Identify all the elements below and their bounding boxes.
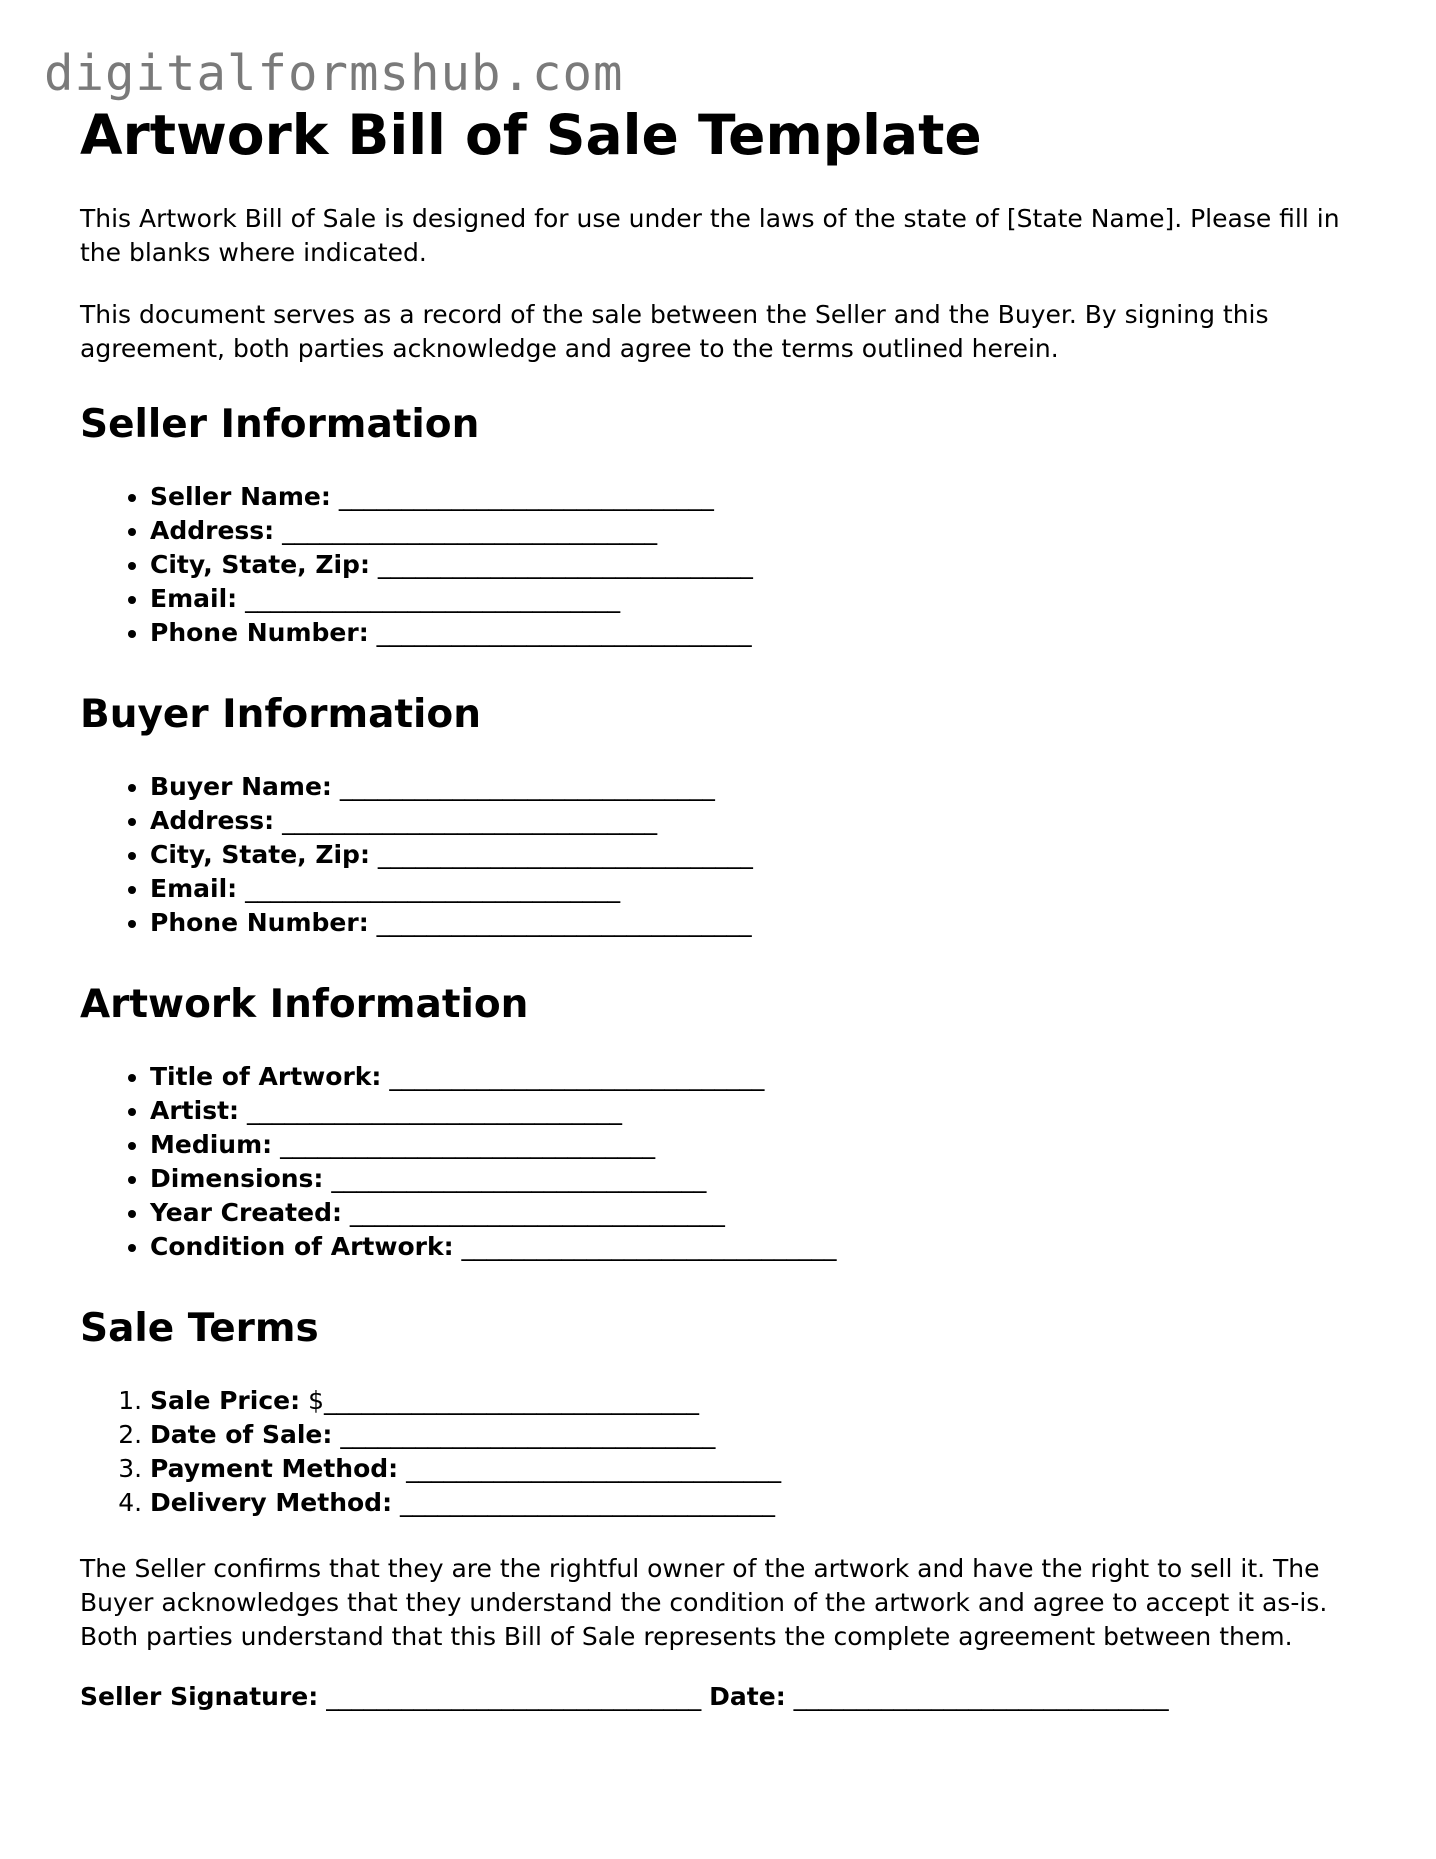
seller-phone-blank[interactable]: ______________________________ xyxy=(376,618,752,647)
buyer-phone-field[interactable] xyxy=(150,906,1360,940)
buyer-section-heading: Buyer Information xyxy=(80,692,481,737)
buyer-field-list xyxy=(80,770,1360,940)
medium-blank[interactable]: ______________________________ xyxy=(280,1130,656,1159)
buyer-email-blank[interactable]: ______________________________ xyxy=(245,874,621,903)
buyer-name-blank[interactable]: ______________________________ xyxy=(339,772,715,801)
seller-city-state-zip-blank[interactable]: ______________________________ xyxy=(377,550,753,579)
medium-label: Medium: xyxy=(150,1130,273,1159)
seller-signature-blank[interactable]: ______________________________ xyxy=(326,1682,702,1711)
artwork-section-heading: Artwork Information xyxy=(80,982,529,1027)
page-title: Artwork Bill of Sale Template xyxy=(80,103,982,167)
seller-name-field[interactable] xyxy=(150,480,1360,514)
dimensions-blank[interactable]: ______________________________ xyxy=(331,1164,707,1193)
sale-price-blank[interactable]: $______________________________ xyxy=(308,1386,699,1415)
seller-section-heading: Seller Information xyxy=(80,402,480,447)
seller-email-label: Email: xyxy=(150,584,238,613)
year-created-label: Year Created: xyxy=(150,1198,342,1227)
document-page xyxy=(80,100,1360,1714)
buyer-name-field[interactable] xyxy=(150,770,1360,804)
seller-city-state-zip-field[interactable] xyxy=(150,548,1360,582)
artist-label: Artist: xyxy=(150,1096,240,1125)
condition-label: Condition of Artwork: xyxy=(150,1232,454,1261)
delivery-method-blank[interactable]: ______________________________ xyxy=(400,1488,776,1517)
buyer-city-state-zip-blank[interactable]: ______________________________ xyxy=(377,840,753,869)
intro-paragraph-2: This document serves as a record of the sale between the Seller and the Buyer. By signing this agreement, both parties acknowledge and agree to the terms outlined herein. xyxy=(80,300,1269,363)
buyer-email-field[interactable] xyxy=(150,872,1360,906)
sale-terms-heading: Sale Terms xyxy=(80,1306,319,1351)
buyer-city-state-zip-field[interactable] xyxy=(150,838,1360,872)
dimensions-field[interactable] xyxy=(150,1162,1360,1196)
date-of-sale-field[interactable] xyxy=(150,1418,1360,1452)
dimensions-label: Dimensions: xyxy=(150,1164,324,1193)
seller-phone-label: Phone Number: xyxy=(150,618,369,647)
seller-field-list xyxy=(80,480,1360,650)
signature-date-label: Date: xyxy=(709,1682,786,1711)
artist-field[interactable] xyxy=(150,1094,1360,1128)
delivery-method-field[interactable] xyxy=(150,1486,1360,1520)
seller-email-blank[interactable]: ______________________________ xyxy=(245,584,621,613)
medium-field[interactable] xyxy=(150,1128,1360,1162)
sale-terms-list xyxy=(80,1384,1360,1520)
date-of-sale-label: Date of Sale: xyxy=(150,1420,333,1449)
signature-row xyxy=(80,1680,1360,1714)
intro-paragraph-1: This Artwork Bill of Sale is designed for use under the laws of the state of [State Name]. Please fill in the blanks where indicated. xyxy=(80,204,1340,267)
seller-email-field[interactable] xyxy=(150,582,1360,616)
delivery-method-label: Delivery Method: xyxy=(150,1488,393,1517)
watermark: digitalformshub.com xyxy=(44,45,624,102)
seller-address-blank[interactable]: ______________________________ xyxy=(282,516,658,545)
date-of-sale-blank[interactable]: ______________________________ xyxy=(340,1420,716,1449)
seller-signature-label: Seller Signature: xyxy=(80,1682,319,1711)
seller-name-blank[interactable]: ______________________________ xyxy=(338,482,714,511)
sale-price-label: Sale Price: xyxy=(150,1386,301,1415)
buyer-name-label: Buyer Name: xyxy=(150,772,332,801)
artist-blank[interactable]: ______________________________ xyxy=(246,1096,622,1125)
artwork-title-field[interactable] xyxy=(150,1060,1360,1094)
artwork-field-list xyxy=(80,1060,1360,1264)
artwork-title-label: Title of Artwork: xyxy=(150,1062,382,1091)
payment-method-label: Payment Method: xyxy=(150,1454,399,1483)
seller-address-label: Address: xyxy=(150,516,275,545)
artwork-title-blank[interactable]: ______________________________ xyxy=(389,1062,765,1091)
buyer-phone-blank[interactable]: ______________________________ xyxy=(376,908,752,937)
closing-paragraph: The Seller confirms that they are the rightful owner of the artwork and have the right to sell it. The Buyer acknowledges that they understand the condition of the artwork and agree to accept it as-is. Both parties understand that this Bill of Sale represents the complete agreement between them. xyxy=(80,1554,1328,1651)
buyer-city-state-zip-label: City, State, Zip: xyxy=(150,840,370,869)
condition-blank[interactable]: ______________________________ xyxy=(461,1232,837,1261)
seller-address-field[interactable] xyxy=(150,514,1360,548)
sale-price-field[interactable] xyxy=(150,1384,1360,1418)
seller-name-label: Seller Name: xyxy=(150,482,331,511)
payment-method-field[interactable] xyxy=(150,1452,1360,1486)
seller-city-state-zip-label: City, State, Zip: xyxy=(150,550,370,579)
seller-phone-field[interactable] xyxy=(150,616,1360,650)
condition-field[interactable] xyxy=(150,1230,1360,1264)
year-created-blank[interactable]: ______________________________ xyxy=(349,1198,725,1227)
buyer-phone-label: Phone Number: xyxy=(150,908,369,937)
buyer-address-field[interactable] xyxy=(150,804,1360,838)
payment-method-blank[interactable]: ______________________________ xyxy=(406,1454,782,1483)
year-created-field[interactable] xyxy=(150,1196,1360,1230)
buyer-email-label: Email: xyxy=(150,874,238,903)
buyer-address-label: Address: xyxy=(150,806,275,835)
signature-date-blank[interactable]: ______________________________ xyxy=(793,1682,1169,1711)
buyer-address-blank[interactable]: ______________________________ xyxy=(282,806,658,835)
